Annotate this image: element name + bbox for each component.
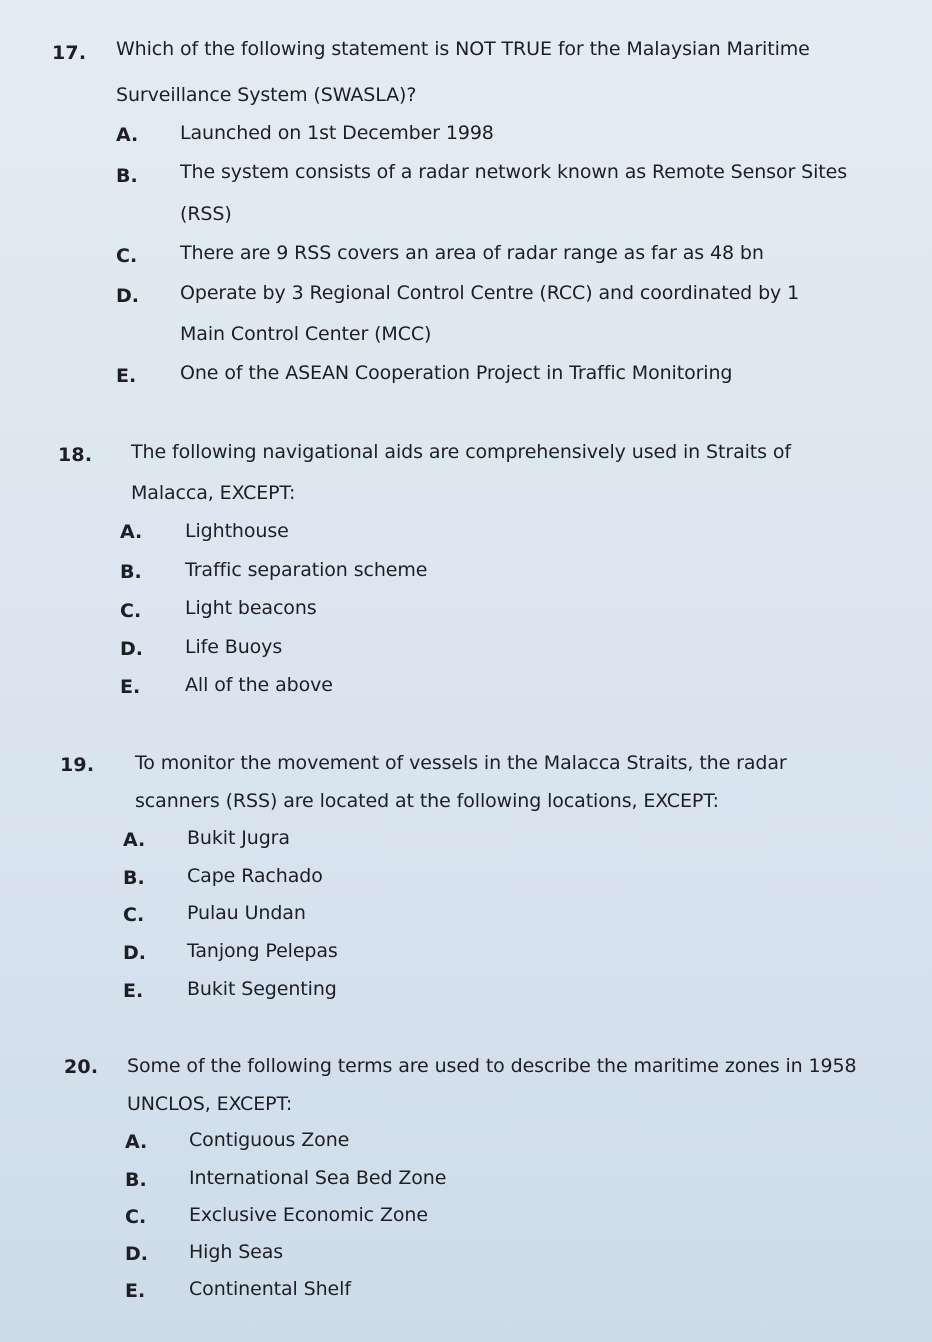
question-stem-line: Which of the following statement is NOT TRUE for the Malaysian Maritime: [116, 38, 810, 60]
option-letter: C.: [125, 1206, 147, 1228]
option-text: The system consists of a radar network known as Remote Sensor Sites: [180, 161, 847, 183]
option-text: Traffic separation scheme: [185, 559, 428, 581]
option-text: Bukit Jugra: [187, 827, 290, 849]
option-letter: A.: [123, 829, 146, 851]
option-letter: B.: [120, 561, 142, 583]
option-letter: C.: [120, 600, 142, 622]
option-text: International Sea Bed Zone: [189, 1167, 447, 1189]
option-text: Lighthouse: [185, 520, 289, 542]
option-letter: D.: [125, 1243, 148, 1265]
option-letter: A.: [116, 124, 139, 146]
question-number: 17.: [52, 42, 87, 64]
option-text: Tanjong Pelepas: [187, 940, 338, 962]
option-letter: A.: [125, 1131, 148, 1153]
option-text: Pulau Undan: [187, 902, 306, 924]
option-text: Cape Rachado: [187, 865, 323, 887]
option-letter: C.: [123, 904, 145, 926]
option-letter: D.: [123, 942, 146, 964]
option-text: (RSS): [180, 203, 232, 225]
option-text: High Seas: [189, 1241, 284, 1263]
option-text: Bukit Segenting: [187, 978, 337, 1000]
question-stem-line: The following navigational aids are comprehensively used in Straits of: [131, 441, 791, 463]
option-letter: C.: [116, 245, 138, 267]
option-text: Operate by 3 Regional Control Centre (RCC) and coordinated by 1: [180, 282, 800, 304]
option-text: All of the above: [185, 674, 333, 696]
option-letter: E.: [116, 365, 137, 387]
option-text: There are 9 RSS covers an area of radar range as far as 48 bn: [180, 242, 764, 264]
question-number: 19.: [60, 754, 95, 776]
option-text: Light beacons: [185, 597, 317, 619]
option-letter: D.: [120, 638, 143, 660]
question-stem-line: Surveillance System (SWASLA)?: [116, 84, 417, 106]
question-stem-line: To monitor the movement of vessels in the Malacca Straits, the radar: [135, 752, 787, 774]
question-stem-line: Malacca, EXCEPT:: [131, 482, 296, 504]
option-letter: D.: [116, 285, 139, 307]
option-text: Launched on 1st December 1998: [180, 122, 494, 144]
question-number: 18.: [58, 444, 93, 466]
option-text: Life Buoys: [185, 636, 283, 658]
option-letter: A.: [120, 521, 143, 543]
question-stem-line: scanners (RSS) are located at the following locations, EXCEPT:: [135, 790, 719, 812]
option-letter: B.: [116, 165, 138, 187]
question-stem-line: Some of the following terms are used to describe the maritime zones in 1958: [127, 1055, 857, 1077]
option-letter: E.: [120, 676, 141, 698]
option-letter: E.: [125, 1280, 146, 1302]
option-letter: E.: [123, 980, 144, 1002]
option-text: Main Control Center (MCC): [180, 323, 432, 345]
option-text: Continental Shelf: [189, 1278, 351, 1300]
question-stem-line: UNCLOS, EXCEPT:: [127, 1093, 293, 1115]
option-letter: B.: [123, 867, 145, 889]
option-letter: B.: [125, 1169, 147, 1191]
option-text: One of the ASEAN Cooperation Project in Traffic Monitoring: [180, 362, 733, 384]
option-text: Exclusive Economic Zone: [189, 1204, 428, 1226]
option-text: Contiguous Zone: [189, 1129, 350, 1151]
question-number: 20.: [64, 1056, 99, 1078]
